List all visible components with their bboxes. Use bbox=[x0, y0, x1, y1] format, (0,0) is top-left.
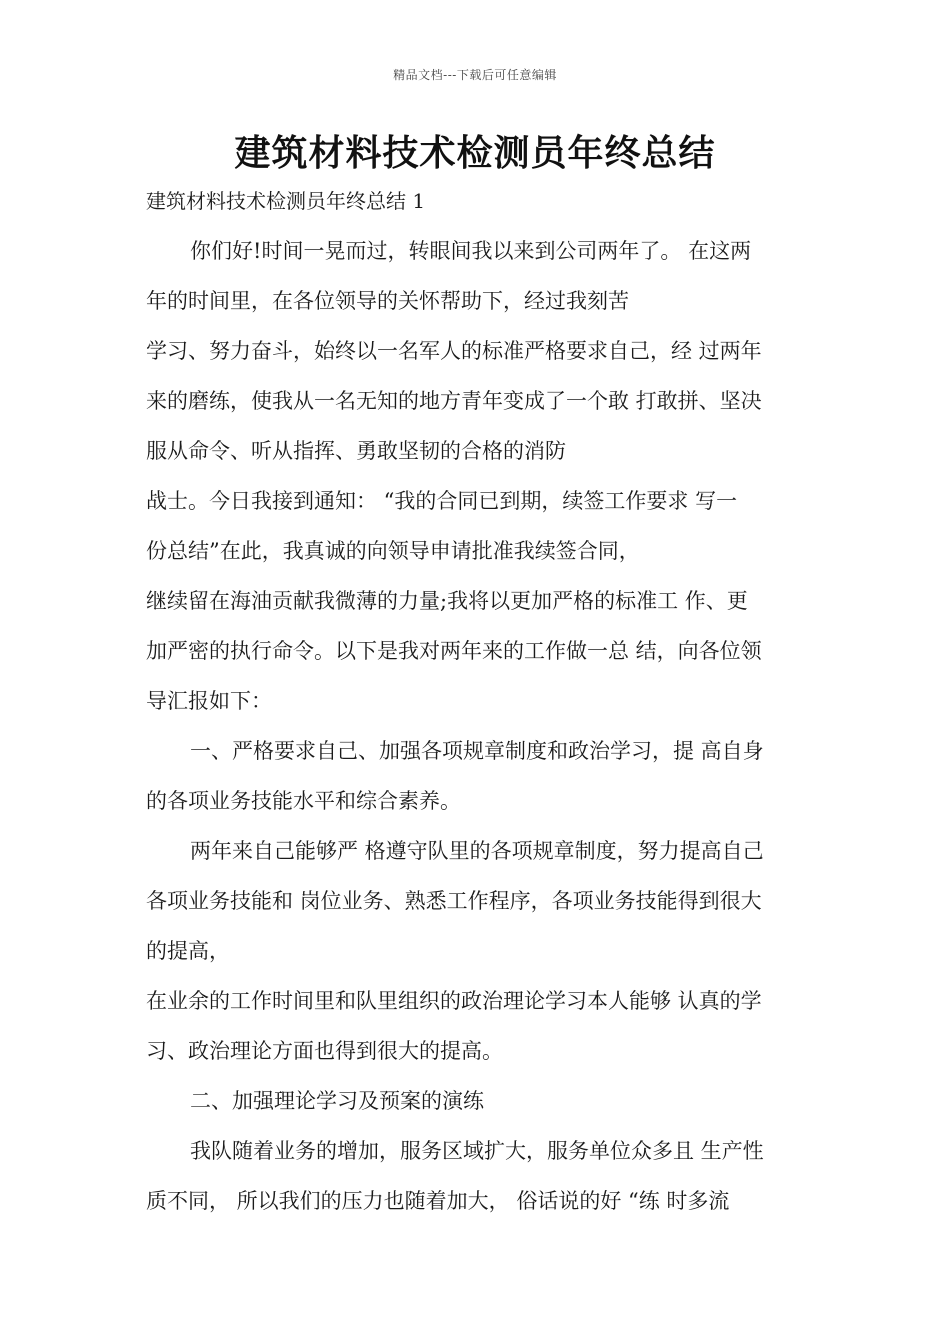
paragraph-line: 我队随着业务的增加，服务区域扩大，服务单位众多且 生产性 bbox=[190, 1139, 764, 1163]
section-heading: 一、严格要求自己、加强各项规章制度和政治学习，提 高自身 bbox=[190, 739, 764, 763]
paragraph-line: 两年来自己能够严 格遵守队里的各项规章制度，努力提高自己 bbox=[190, 839, 764, 863]
paragraph-line: 质不同， 所以我们的压力也随着加大， 俗话说的好 “练 时多流 bbox=[146, 1189, 730, 1213]
section-subtitle: 建筑材料技术检测员年终总结 1 bbox=[146, 189, 426, 213]
paragraph-line: 继续留在海油贡献我微薄的力量;我将以更加严格的标准工 作、更 bbox=[146, 589, 748, 613]
paragraph-line: 服从命令、听从指挥、勇敢坚韧的合格的消防 bbox=[146, 439, 566, 463]
paragraph-line: 的各项业务技能水平和综合素养。 bbox=[146, 789, 461, 813]
paragraph-line: 来的磨练，使我从一名无知的地方青年变成了一个敢 打敢拼、坚决 bbox=[146, 389, 762, 413]
paragraph-line: 你们好!时间一晃而过，转眼间我以来到公司两年了。 在这两 bbox=[190, 239, 752, 263]
paragraph-line: 导汇报如下： bbox=[146, 689, 272, 713]
paragraph-line: 战士。今日我接到通知： “我的合同已到期，续签工作要求 写一 bbox=[146, 489, 738, 513]
paragraph-line: 各项业务技能和 岗位业务、熟悉工作程序，各项业务技能得到很大 bbox=[146, 889, 762, 913]
paragraph-line: 习、政治理论方面也得到很大的提高。 bbox=[146, 1039, 503, 1063]
paragraph-line: 份总结”在此，我真诚的向领导申请批准我续签合同， bbox=[146, 539, 640, 563]
header-note: 精品文档---下载后可任意编辑 bbox=[393, 68, 557, 82]
paragraph-line: 在业余的工作时间里和队里组织的政治理论学习本人能够 认真的学 bbox=[146, 989, 762, 1013]
paragraph-line: 年的时间里，在各位领导的关怀帮助下，经过我刻苦 bbox=[146, 289, 629, 313]
document-title: 建筑材料技术检测员年终总结 bbox=[234, 132, 716, 174]
paragraph-line: 学习、努力奋斗，始终以一名军人的标准严格要求自己，经 过两年 bbox=[146, 339, 762, 363]
document-body bbox=[146, 176, 812, 1226]
paragraph-line: 加严密的执行命令。以下是我对两年来的工作做一总 结，向各位领 bbox=[146, 639, 762, 663]
section-heading: 二、加强理论学习及预案的演练 bbox=[190, 1089, 484, 1113]
paragraph-line: 的提高， bbox=[146, 939, 230, 963]
